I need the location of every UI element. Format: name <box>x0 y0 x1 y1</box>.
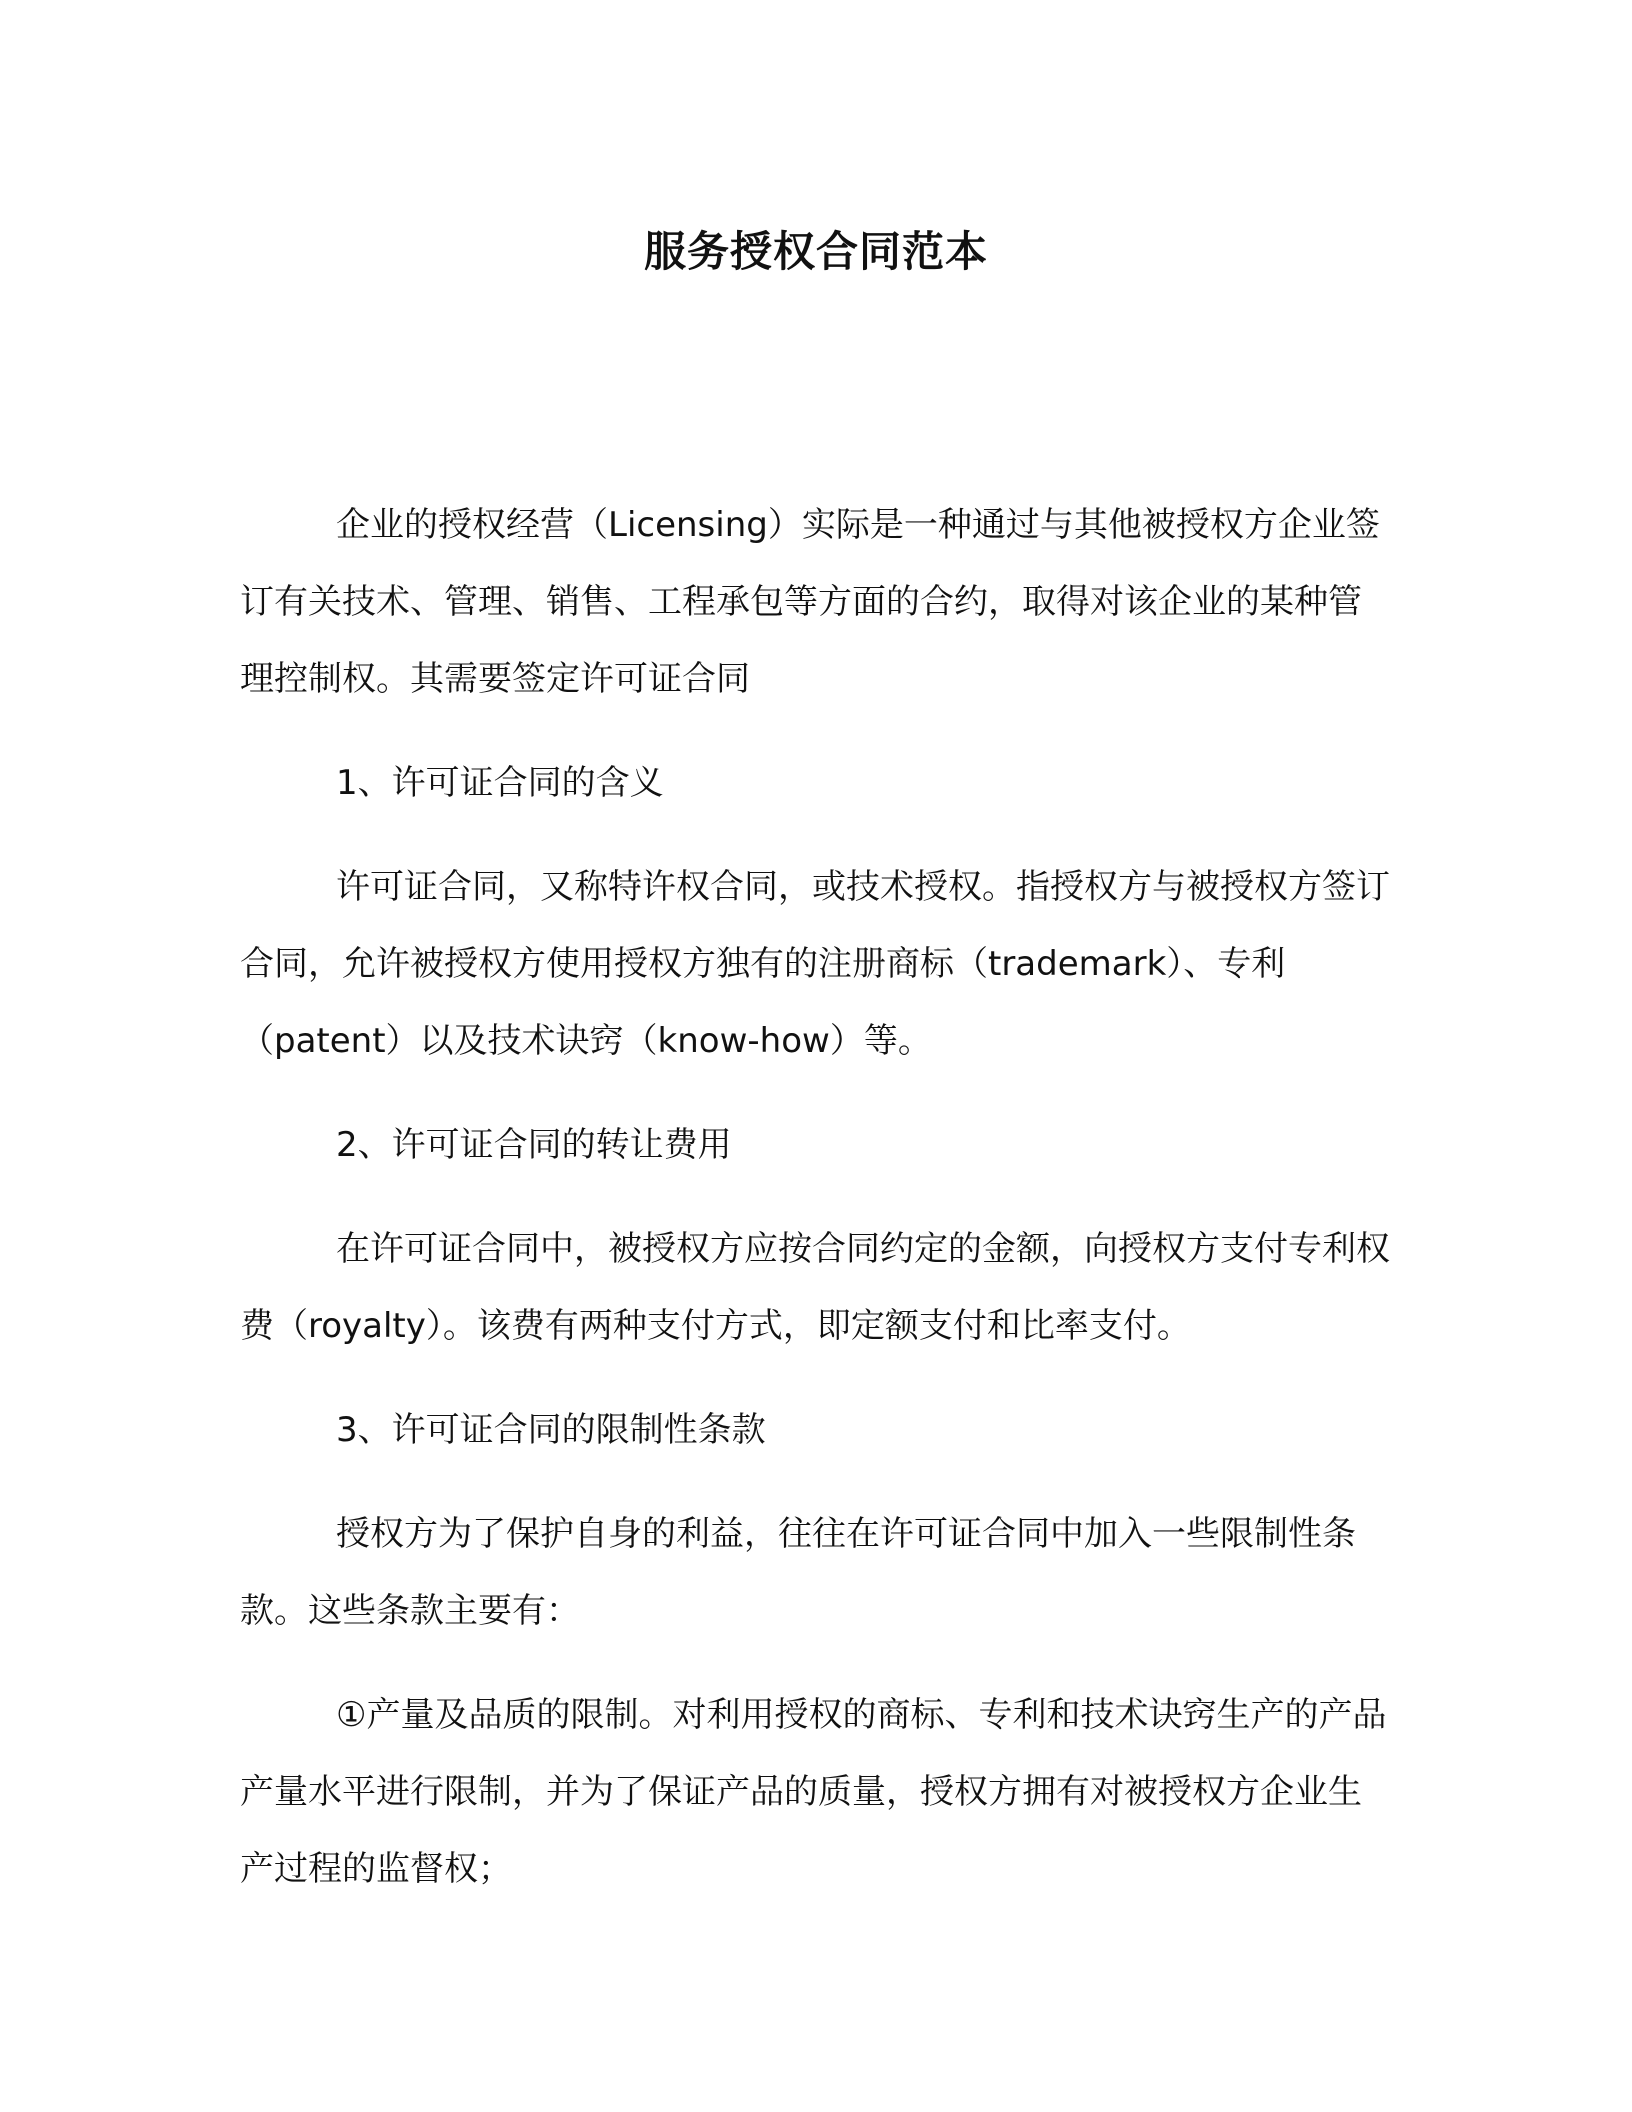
document-body <box>240 487 1392 1908</box>
list-item-1: ①产量及品质的限制。对利用授权的商标、专利和技术诀窍生产的产品产量水平进行限制，并为了保证产品的质量，授权方拥有对被授权方企业生产过程的监督权； <box>240 1695 1387 1889</box>
section-heading-1: 1、许可证合同的含义 <box>336 763 664 803</box>
section-heading-2: 2、许可证合同的转让费用 <box>336 1125 732 1165</box>
section-paragraph-3: 授权方为了保护自身的利益，往往在许可证合同中加入一些限制性条款。这些条款主要有： <box>240 1514 1356 1631</box>
section-heading-3: 3、许可证合同的限制性条款 <box>336 1410 766 1450</box>
intro-paragraph: 企业的授权经营（Licensing）实际是一种通过与其他被授权方企业签订有关技术、管理、销售、工程承包等方面的合约，取得对该企业的某种管理控制权。其需要签定许可证合同 <box>240 505 1380 699</box>
section-paragraph-1: 许可证合同，又称特许权合同，或技术授权。指授权方与被授权方签订合同，允许被授权方使用授权方独有的注册商标（trademark）、专利（patent）以及技术诀窍（know-how）等。 <box>240 867 1390 1061</box>
section-paragraph-2: 在许可证合同中，被授权方应按合同约定的金额，向授权方支付专利权费（royalty）。该费有两种支付方式，即定额支付和比率支付。 <box>240 1229 1390 1346</box>
document-title: 服务授权合同范本 <box>643 227 988 276</box>
